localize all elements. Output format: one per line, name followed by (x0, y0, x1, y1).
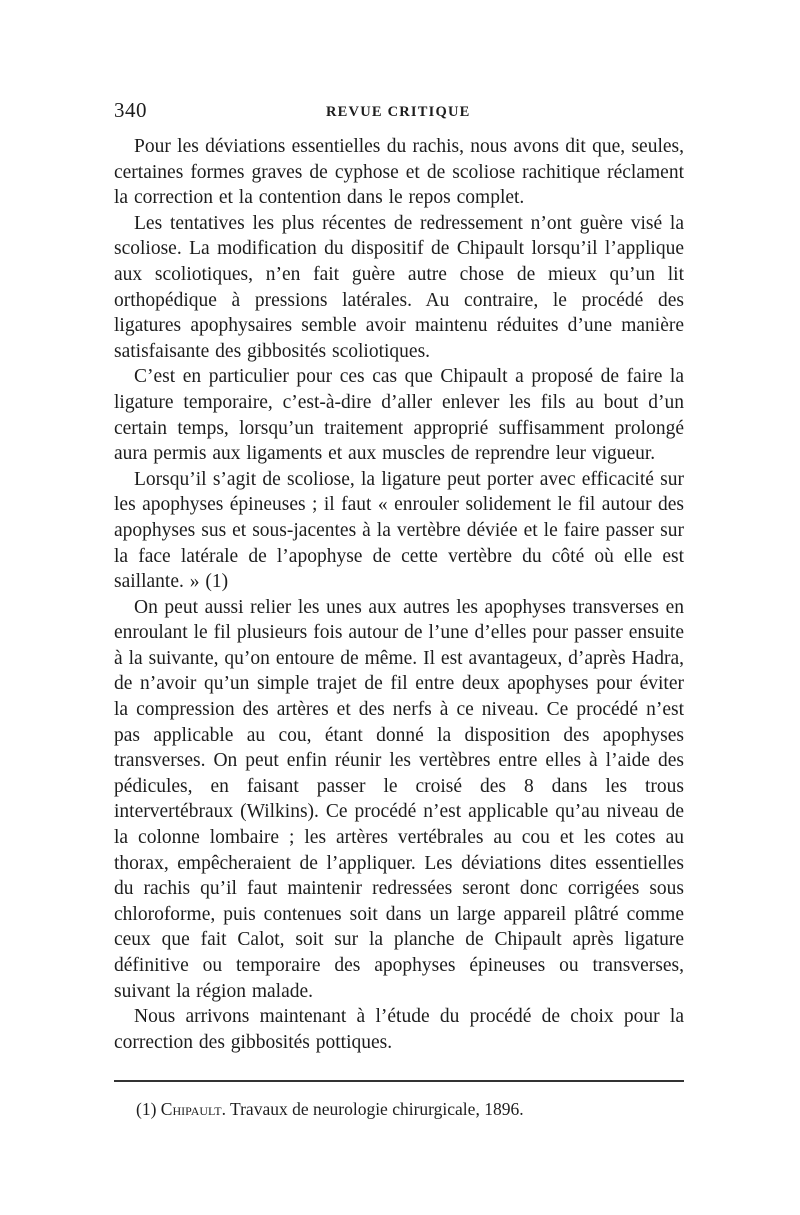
page-header (114, 98, 684, 126)
paragraph: On peut aussi relier les unes aux autres les apophyses transverses en enroulant le fil plusieurs fois autour de l’une d’elles pour passer ensuite à la suivante, qu’on entoure de même. Il est avantageux, d’après Hadra, de n’avoir qu’un simple trajet de fil entre deux apophyses pour éviter la compression des artères et des nerfs à ce niveau. Ce procédé n’est pas applicable au cou, étant donné la disposition des apophyses transverses. On peut enfin réunir les vertèbres entre elles à l’aide des pédicules, en faisant passer le croisé des 8 dans les trous intervertébraux (Wilkins). Ce procédé n’est applicable qu’au niveau de la colonne lombaire ; les artères vertébrales au cou et les cotes au thorax, empêcheraient de l’appliquer. Les déviations dites essentielles du rachis qu’il faut maintenir redressées seront donc corrigées sous chloroforme, puis contenues soit dans un large appareil plâtré comme ceux que fait Calot, soit sur la planche de Chipault après ligature définitive ou temporaire des apophyses épineuses ou transverses, suivant la région malade. (114, 596, 684, 1002)
footnote-author: Chipault. (160, 1099, 226, 1119)
paragraph: Pour les déviations essentielles du rachis, nous avons dit que, seules, certaines formes graves de cyphose et de scoliose rachitique réclament la correction et la contention dans le repos complet. (114, 136, 684, 209)
paragraph: Les tentatives les plus récentes de redressement n’ont guère visé la scoliose. La modification du dispositif de Chipault lorsqu’il l’applique aux scoliotiques, n’en fait guère autre chose de mieux qu’un lit orthopédique à pressions latérales. Au contraire, le procédé des ligatures apophysaires semble avoir maintenu réduites d’une manière satisfaisante des gibbosités scoliotiques. (114, 212, 684, 362)
footnote-divider (114, 1080, 684, 1082)
body-text (114, 134, 684, 1055)
paragraph: Lorsqu’il s’agit de scoliose, la ligature peut porter avec efficacité sur les apophyses épineuses ; il faut « enrouler solidement le fil autour des apophyses sus et sous-jacentes à la vertèbre déviée et le faire passer sur la face latérale de l’apophyse de cette vertèbre du côté où elle est saillante. » (1) (114, 468, 684, 593)
running-title: REVUE CRITIQUE (326, 104, 471, 120)
paragraph: C’est en particulier pour ces cas que Chipault a proposé de faire la ligature temporaire, c’est-à-dire d’aller enlever les fils au bout d’un certain temps, lorsqu’un traitement approprié suffisamment prolongé aura permis aux ligaments et aux muscles de reprendre leur vigueur. (114, 366, 684, 465)
footnote-text: Travaux de neurologie chirurgicale, 1896. (230, 1099, 524, 1119)
paragraph: Nous arrivons maintenant à l’étude du procédé de choix pour la correction des gibbosités pottiques. (114, 1006, 684, 1053)
page-number: 340 (114, 98, 147, 122)
footnote-marker: (1) (136, 1099, 157, 1119)
footnote (136, 1098, 676, 1120)
